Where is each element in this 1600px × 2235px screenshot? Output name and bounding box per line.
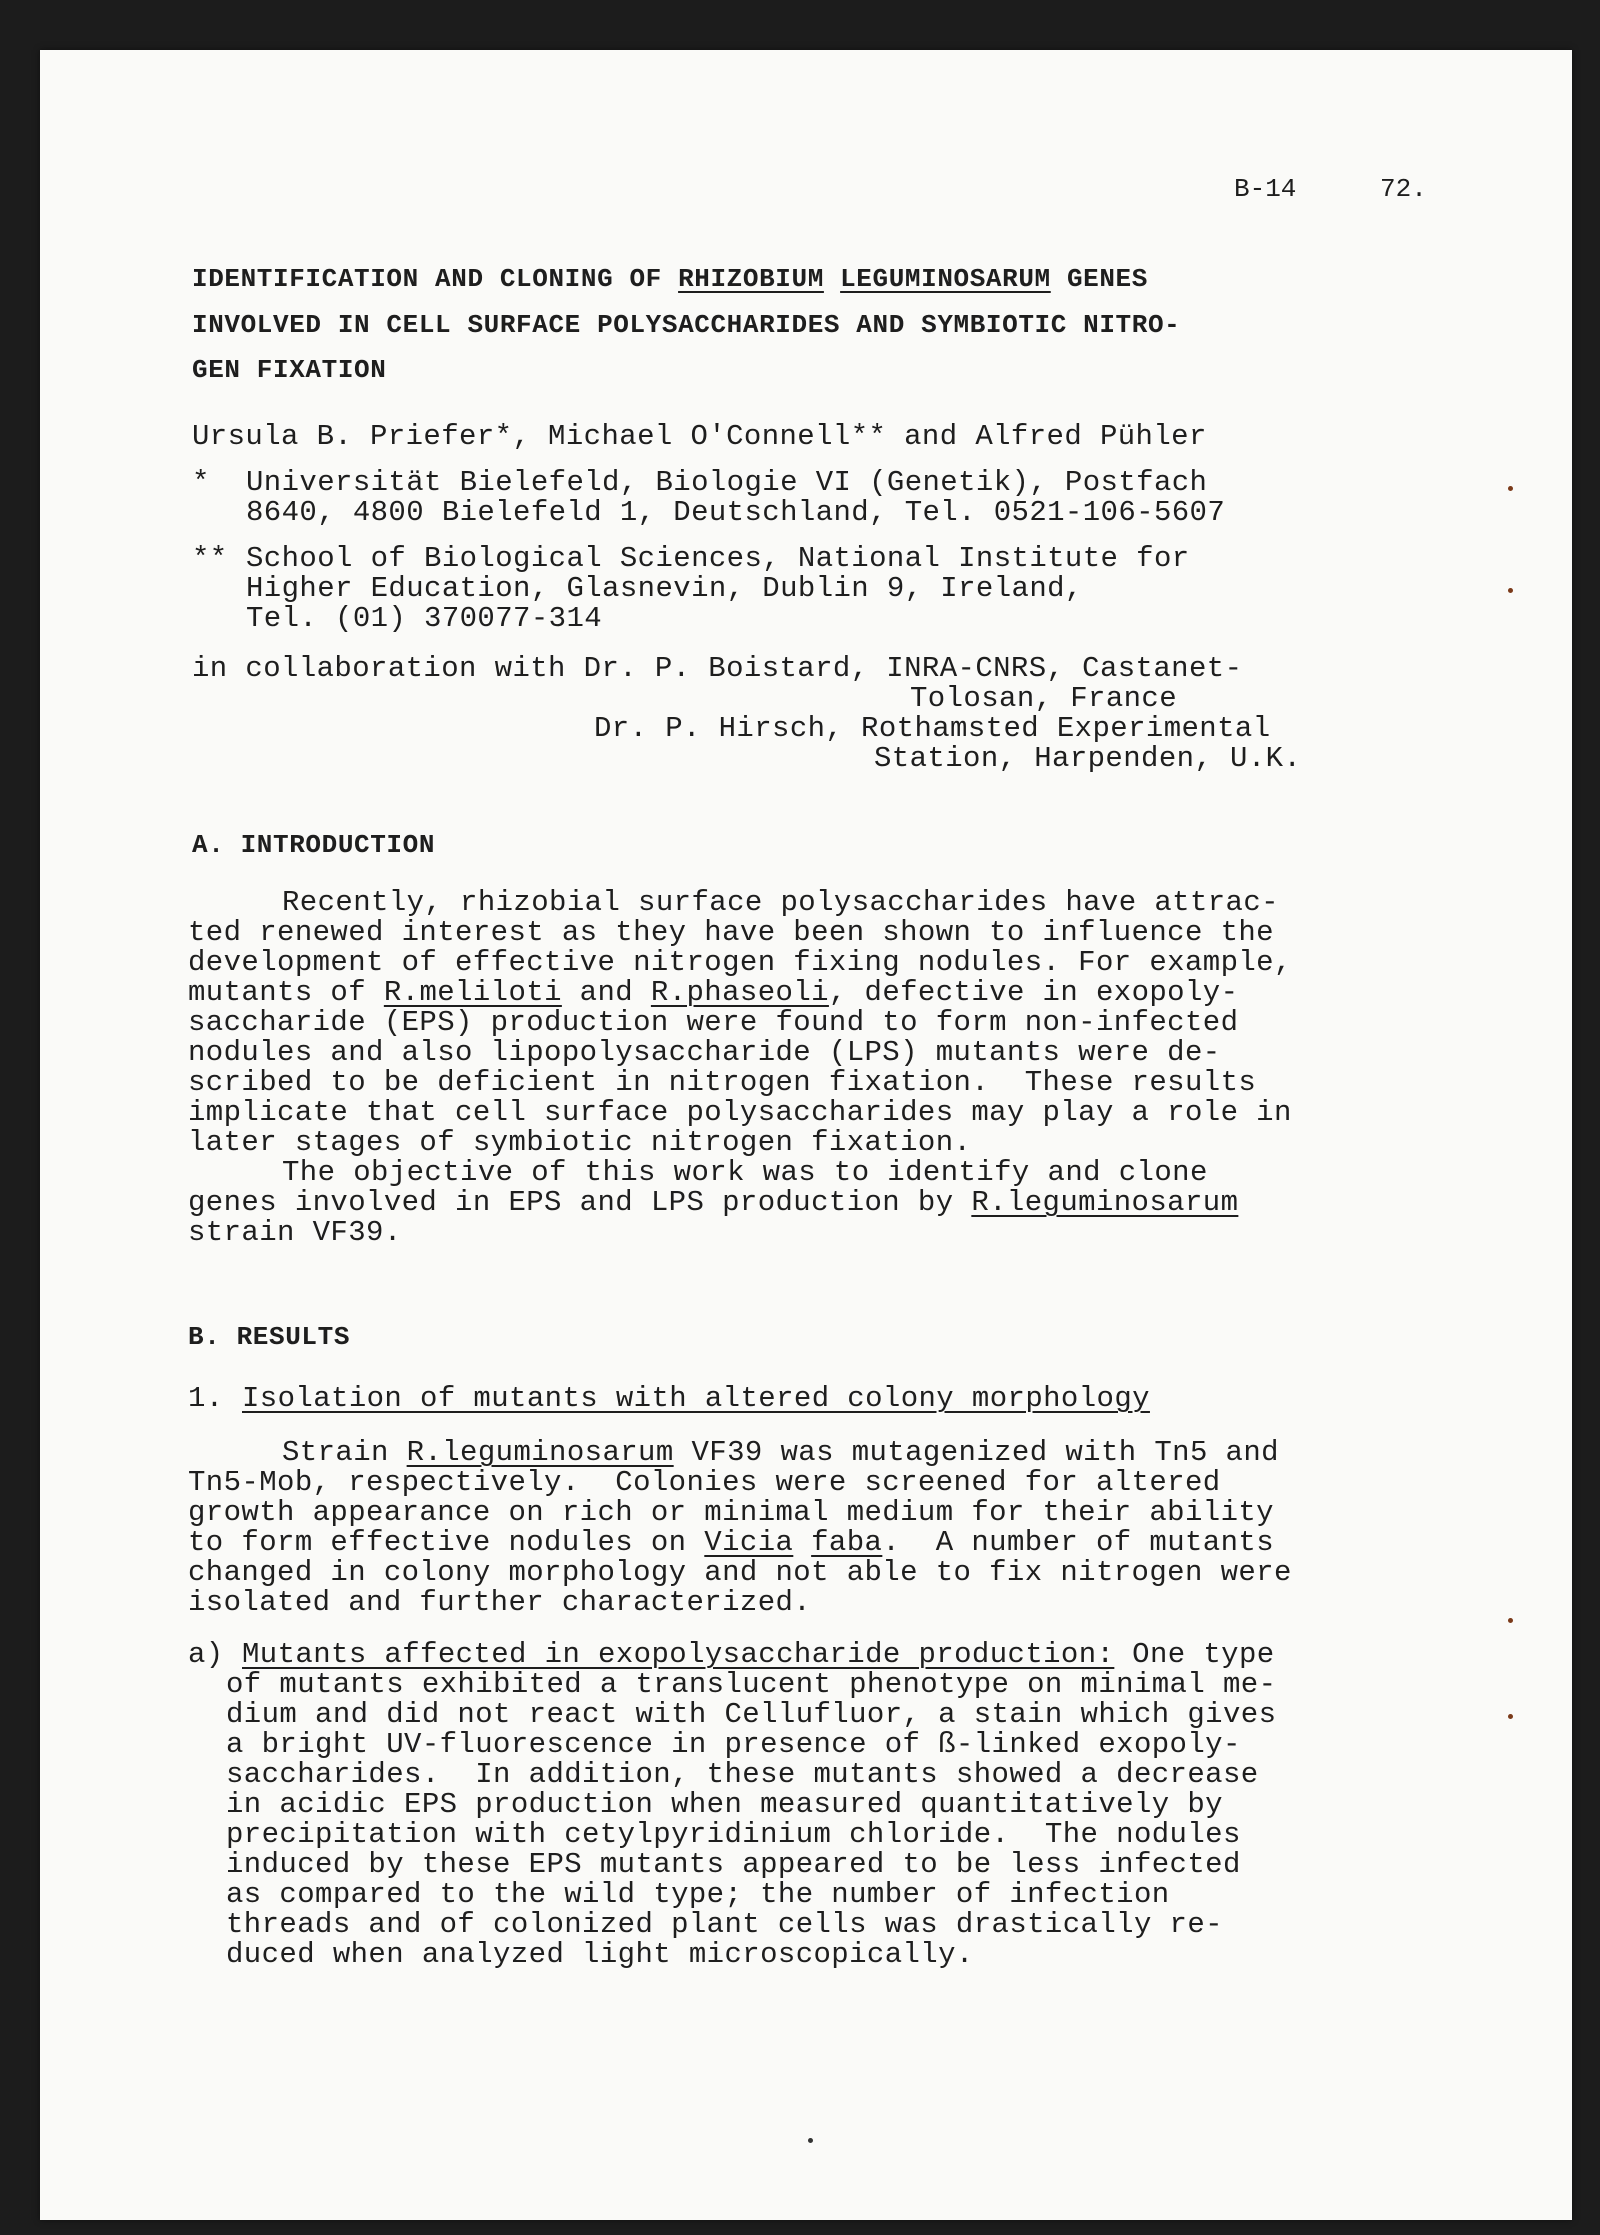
collaboration-line-4: Station, Harpenden, U.K. [874,742,1302,775]
title-line-2: INVOLVED IN CELL SURFACE POLYSACCHARIDES AND SYMBIOTIC NITRO- [192,310,1181,340]
affiliation-2-marker: ** [192,542,228,575]
intro-line: scribed to be deficient in nitrogen fixation. These results [188,1066,1257,1099]
margin-mark [1508,486,1513,491]
intro-line: Recently, rhizobial surface polysaccharides have attrac- [282,886,1279,919]
results-line: growth appearance on rich or minimal medium for their ability [188,1496,1274,1529]
item-a-line: induced by these EPS mutants appeared to be less infected [226,1848,1241,1881]
intro-line: mutants of R.meliloti and R.phaseoli, defective in exopoly- [188,976,1239,1009]
affiliation-2-line-1: School of Biological Sciences, National Institute for [246,542,1190,575]
item-a-line: Mutants affected in exopolysaccharide production: One type [242,1638,1275,1671]
title-line-3: GEN FIXATION [192,355,387,385]
results-heading: B. RESULTS [188,1322,351,1352]
margin-mark [1508,1618,1513,1623]
results-line: isolated and further characterized. [188,1586,812,1619]
item-a-line: of mutants exhibited a translucent phenotype on minimal me- [226,1668,1277,1701]
collaboration-line-3: Dr. P. Hirsch, Rothamsted Experimental [594,712,1271,745]
authors: Ursula B. Priefer*, Michael O'Connell** and Alfred Pühler [192,420,1207,453]
intro-line: development of effective nitrogen fixing nodules. For example, [188,946,1292,979]
intro-line: strain VF39. [188,1216,402,1249]
introduction-heading: A. INTRODUCTION [192,830,436,860]
intro-line: nodules and also lipopolysaccharide (LPS) mutants were de- [188,1036,1221,1069]
item-a-line: a bright UV-fluorescence in presence of ß-linked exopoly- [226,1728,1241,1761]
item-a-line: threads and of colonized plant cells was drastically re- [226,1908,1223,1941]
collaboration-line-2: Tolosan, France [910,682,1178,715]
title-line-1: IDENTIFICATION AND CLONING OF RHIZOBIUM LEGUMINOSARUM GENES [192,264,1148,294]
intro-line: saccharide (EPS) production were found to form non-infected [188,1006,1239,1039]
bottom-mark [808,2138,813,2143]
page-id: B-14 [1234,174,1297,204]
item-a-label: a) [188,1638,224,1671]
margin-mark [1508,1714,1513,1719]
section-1-title: Isolation of mutants with altered colony morphology [242,1382,1150,1415]
item-a-line: precipitation with cetylpyridinium chloride. The nodules [226,1818,1241,1851]
affiliation-1-marker: * [192,466,210,499]
item-a-line: in acidic EPS production when measured quantitatively by [226,1788,1223,1821]
document-page [40,50,1572,2220]
intro-line: later stages of symbiotic nitrogen fixation. [188,1126,972,1159]
section-1-number: 1. [188,1382,224,1415]
intro-line: ted renewed interest as they have been shown to influence the [188,916,1274,949]
affiliation-2-line-2: Higher Education, Glasnevin, Dublin 9, Ireland, [246,572,1083,605]
intro-line: The objective of this work was to identify and clone [282,1156,1208,1189]
results-line: to form effective nodules on Vicia faba. A number of mutants [188,1526,1275,1559]
affiliation-1-line-1: Universität Bielefeld, Biologie VI (Genetik), Postfach [246,466,1208,499]
intro-line: genes involved in EPS and LPS production by R.leguminosarum [188,1186,1239,1219]
results-line: changed in colony morphology and not able to fix nitrogen were [188,1556,1292,1589]
intro-line: implicate that cell surface polysaccharides may play a role in [188,1096,1292,1129]
item-a-line: as compared to the wild type; the number of infection [226,1878,1170,1911]
results-line: Strain R.leguminosarum VF39 was mutagenized with Tn5 and [282,1436,1279,1469]
affiliation-1-line-2: 8640, 4800 Bielefeld 1, Deutschland, Tel. 0521-106-5607 [246,496,1226,529]
margin-mark [1508,588,1513,593]
results-line: Tn5-Mob, respectively. Colonies were screened for altered [188,1466,1221,1499]
page-number: 72. [1380,174,1427,204]
item-a-line: dium and did not react with Cellufluor, a stain which gives [226,1698,1277,1731]
collaboration-line-1: in collaboration with Dr. P. Boistard, INRA-CNRS, Castanet- [192,652,1243,685]
item-a-line: saccharides. In addition, these mutants showed a decrease [226,1758,1259,1791]
affiliation-2-line-3: Tel. (01) 370077-314 [246,602,603,635]
item-a-line: duced when analyzed light microscopically. [226,1938,974,1971]
